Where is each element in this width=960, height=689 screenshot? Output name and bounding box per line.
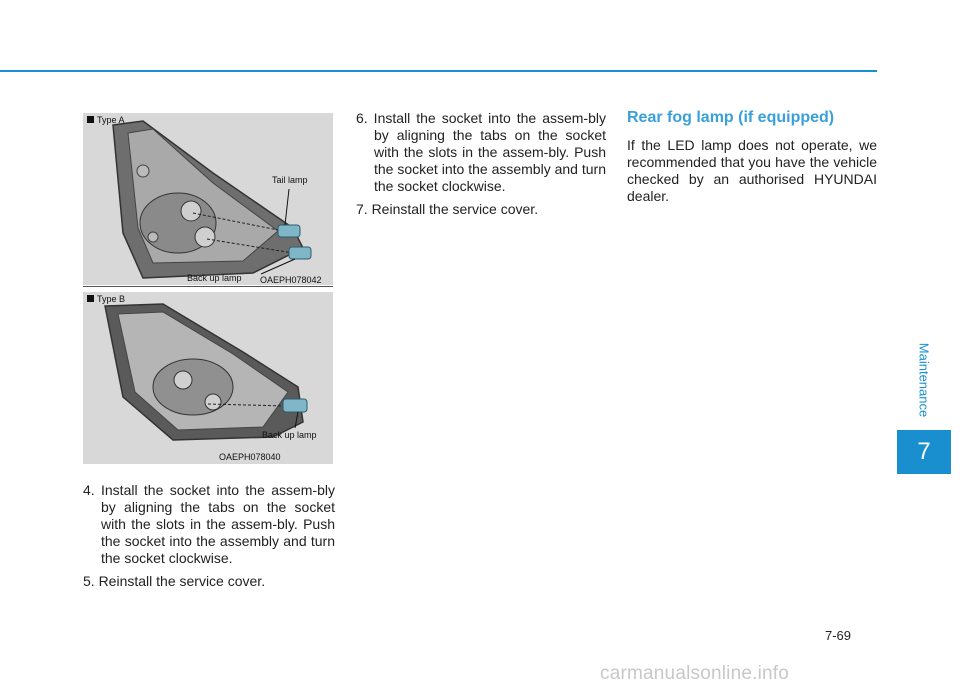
figure-type-a xyxy=(83,113,333,285)
step-item: 6. Install the socket into the assem-bly by aligning the tabs on the socket with the slots in the assem-bly. Push the socket into the assembly and turn the socket clockwise. xyxy=(356,110,606,194)
chapter-number-box: 7 xyxy=(897,430,951,474)
figure-code: OAEPH078040 xyxy=(219,452,281,462)
figure-type-b xyxy=(83,292,333,464)
step-item: 4. Install the socket into the assem-bly by aligning the tabs on the socket with the slots in the assem-bly. Push the socket into the assembly and turn the socket clockwise. xyxy=(83,482,335,566)
page-number: 7-69 xyxy=(825,628,852,643)
step-item: 7. Reinstall the service cover. xyxy=(356,201,539,217)
figure-type-label: Type A xyxy=(87,115,125,125)
steps-list-left xyxy=(83,482,335,596)
tail-lamp-assembly-illustration-a xyxy=(83,113,333,285)
steps-list-right xyxy=(356,110,606,224)
chapter-side-label: Maintenance xyxy=(916,342,932,418)
section-body: If the LED lamp does not operate, we recommended that you have the vehicle checked by an authorised HYUNDAI dealer. xyxy=(627,137,877,204)
top-rule xyxy=(0,70,877,72)
figure-code: OAEPH078042 xyxy=(260,275,322,285)
figure-divider xyxy=(83,286,333,287)
step-item: 5. Reinstall the service cover. xyxy=(83,573,266,589)
callout-back-up-lamp: Back up lamp xyxy=(262,430,317,440)
watermark: carmanualsonline.info xyxy=(600,663,790,684)
callout-back-up-lamp: Back up lamp xyxy=(187,273,242,283)
callout-tail-lamp: Tail lamp xyxy=(272,175,308,185)
figure-type-label: Type B xyxy=(87,294,125,304)
section-title: Rear fog lamp (if equipped) xyxy=(627,109,835,126)
